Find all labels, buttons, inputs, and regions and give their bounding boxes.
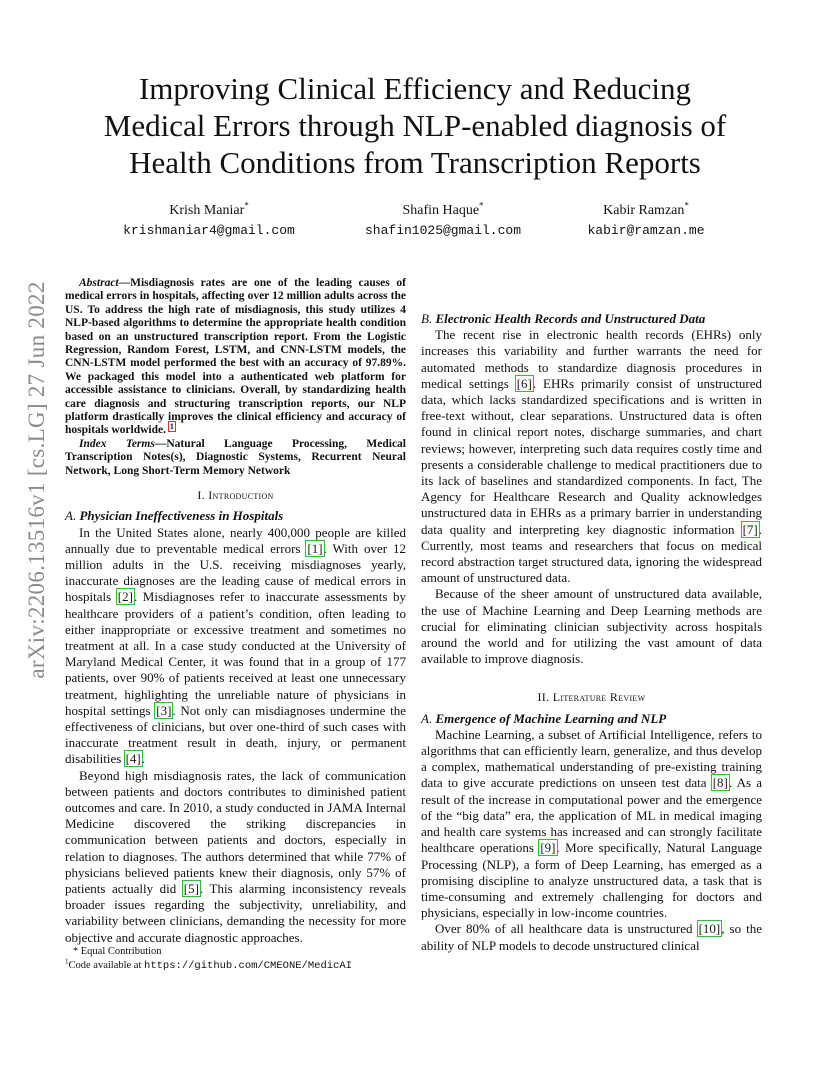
subsection-letter: B.	[421, 311, 433, 326]
paragraph-text: The recent rise in electronic health records (EHRs) only increases this variability and further warrants the need for automated methods to standardize diagnosis procedures in medical settings	[421, 327, 762, 391]
author-2	[333, 202, 553, 240]
paragraph-text: . As a result of the increase in computational power and the emergence of the “big data” era, the application of ML in medical imaging and health care systems has increased and can strongly facilitate healthcare operations	[421, 775, 762, 856]
paragraph-text: . Not only can misdiagnoses undermine the effectiveness of clinicians, but over one-third of such cases with inaccurate treatment result in death, injury, or permanent disabilities	[65, 702, 406, 767]
footnote-mark: *	[72, 946, 79, 957]
footnote-link[interactable]: 1	[169, 421, 174, 431]
footnote-code	[65, 959, 406, 973]
citation-link[interactable]: [3]	[156, 702, 172, 718]
right-column	[421, 259, 762, 954]
title-line-2: Medical Errors through NLP-enabled diagnosis of	[103, 108, 727, 143]
author-3	[536, 202, 756, 240]
author-email: krishmaniar4@gmail.com	[123, 223, 295, 238]
citation-link[interactable]: [1]	[307, 540, 323, 556]
paper-title	[60, 70, 770, 181]
footnote-mark: 1	[65, 957, 69, 966]
title-line-1: Improving Clinical Efficiency and Reducing	[138, 71, 692, 106]
index-terms-text: —Natural Language Processing, Medical Transcription Notes(s), Diagnostic Systems, Recurrent Neural Network, Long Short-Term Memory Network	[65, 437, 406, 477]
citation-link[interactable]: [7]	[742, 521, 758, 537]
footnote-equal	[65, 945, 406, 959]
paragraph-text: In the United States alone, nearly 400,000 people are killed annually due to preventable medical errors	[65, 524, 406, 556]
author-email: shafin1025@gmail.com	[364, 223, 522, 238]
section-number: I.	[197, 488, 205, 503]
abstract-label: Abstract	[79, 277, 119, 289]
paragraph-text: .	[141, 751, 146, 767]
citation-link[interactable]: [4]	[125, 751, 141, 767]
paragraph	[65, 768, 406, 946]
arxiv-identifier	[14, 0, 60, 1072]
equal-contribution-mark: *	[684, 200, 689, 211]
left-column	[65, 277, 406, 946]
section-heading-2	[421, 689, 762, 705]
paragraph	[65, 525, 406, 768]
author-name: Kabir Ramzan	[603, 203, 685, 218]
paragraph: Because of the sheer amount of unstructured data available, the use of Machine Learning and Deep Learning methods are crucial for eliminating clinician subjectivity across hospitals around the world and for utilizing the vast amount of data available to improve diagnosis.	[421, 586, 762, 667]
section-number: II.	[537, 690, 550, 705]
arxiv-id-text: arXiv:2206.13516v1 [cs.LG] 27 Jun 2022	[24, 281, 49, 679]
continued-text-spacer	[421, 259, 762, 311]
subsection-heading-1a	[65, 508, 406, 524]
code-url-link[interactable]: https://github.com/CMEONE/MedicAI	[144, 960, 352, 972]
author-name: Krish Maniar	[169, 203, 245, 218]
footnote-text: Equal Contribution	[80, 946, 162, 957]
equal-contribution-mark: *	[479, 200, 484, 211]
section-title: Introduction	[208, 488, 274, 503]
paragraph-text: Machine Learning, a subset of Artificial Intelligence, refers to algorithms that can efficiently learn, generalize, and thus develop a complex, mathematical understanding of pre-existing training data to give accurate predictions on unseen test data	[421, 726, 762, 791]
index-terms-label: Index Terms	[79, 437, 155, 450]
subsection-heading-1b	[421, 311, 762, 327]
paragraph-text: , so the ability of NLP models to decode unstructured clinical	[421, 921, 762, 953]
paragraph-text: . EHRs primarily consist of unstructured data, which lacks standardized specifications and is written in free-text without, clear separations. Unstructured data is often found in clinical report notes, discharge summaries, and chart reviews; however, interpreting such data requires costly time and presents a considerable challenge to medical practitioners due to its lack of baselines and standardized components. In fact, The Agency for Healthcare Research and Quality acknowledges unstructured data in EHRs as a primary barrier in understanding data quality and interpreting key diagnostic information	[421, 375, 762, 537]
subsection-title: Emergence of Machine Learning and NLP	[435, 710, 667, 726]
paragraph-text: . More specifically, Natural Language Processing (NLP), a form of Deep Learning, has emerged as a promising discipline to analyze unstructured data, a task that is time-consuming and extremely challenging for doctors and physicians, especially in low-income countries.	[421, 840, 762, 921]
paragraph	[421, 327, 762, 586]
abstract-text: —Misdiagnosis rates are one of the leading causes of medical errors in hospitals, affecting over 12 million adults across the US. To address the high rate of misdiagnosis, this study utilizes 4 NLP-based algorithms to determine the appropriate health condition based on an unstructured transcription report. From the Logistic Regression, Random Forest, LSTM, and CNN-LSTM models, the CNN-LSTM model performed the best with an accuracy of 97.89%. We packaged this model into a authenticated web platform for accessible assistance to clinicians. Overall, by standardizing health care diagnosis and structuring transcription reports, our NLP platform drastically improves the clinical efficiency and accuracy of hospitals worldwide.	[65, 277, 406, 437]
subsection-heading-2a	[421, 711, 762, 727]
subsection-letter: A.	[421, 710, 433, 726]
author-email: kabir@ramzan.me	[587, 223, 705, 238]
footnote-text: Code available at	[68, 960, 145, 971]
section-title: Literature Review	[552, 690, 646, 705]
paragraph-text: Over 80% of all healthcare data is unstructured	[435, 921, 698, 937]
paragraph	[421, 727, 762, 921]
index-terms	[65, 438, 406, 478]
author-1	[99, 202, 319, 240]
citation-link[interactable]: [8]	[712, 775, 728, 791]
citation-link[interactable]: [6]	[516, 375, 532, 391]
citation-link[interactable]: [2]	[117, 589, 133, 605]
paragraph-text: . Currently, most teams and researchers that focus on medical record abstraction target structured data, ignoring the widespread amount of unstructured data.	[421, 521, 762, 586]
paragraph-text: Beyond high misdiagnosis rates, the lack of communication between patients and doctors contributes to diminished patient outcomes and care. In 2010, a study conducted in JAMA Internal Medicine discovered the striking discrepancies in communication between patients and doctors, especially in relation to diagnoses. The authors determined that while 77% of physicians believed patients knew their diagnosis, only 57% of patients actually did	[65, 767, 406, 896]
subsection-title: Electronic Health Records and Unstructured Data	[435, 311, 706, 326]
paragraph	[421, 921, 762, 953]
citation-link[interactable]: [10]	[698, 921, 721, 937]
paragraph-text: . Misdiagnoses refer to inaccurate assessments by healthcare providers of a patient’s condition, often leading to either inappropriate or excessive treatment and sometimes no treatment at all. In a case study conducted at the University of Maryland Medical Center, it was found that in a group of 177 patients, over 90% of patients received at least one unnecessary treatment, highlighting the unreliable nature of physicians in hospital settings	[65, 589, 406, 718]
citation-link[interactable]: [5]	[183, 880, 199, 896]
section-heading-1	[65, 487, 406, 503]
equal-contribution-mark: *	[244, 200, 249, 211]
subsection-letter: A.	[65, 508, 77, 524]
citation-link[interactable]: [9]	[540, 840, 556, 856]
footnotes	[65, 945, 406, 973]
paragraph-text: . This alarming inconsistency reveals broader issues regarding the subjectivity, unreliability, and variability between clinicians, demanding the necessity for more objective and accurate diagnostic approaches.	[65, 880, 406, 945]
title-line-3: Health Conditions from Transcription Reports	[129, 145, 701, 180]
subsection-title: Physician Ineffectiveness in Hospitals	[79, 508, 284, 524]
abstract	[65, 277, 406, 438]
author-name: Shafin Haque	[402, 203, 480, 218]
paragraph-text: . With over 12 million adults in the U.S. receiving misdiagnoses yearly, inaccurate diagnoses are the leading cause of medical errors in hospitals	[65, 540, 406, 605]
